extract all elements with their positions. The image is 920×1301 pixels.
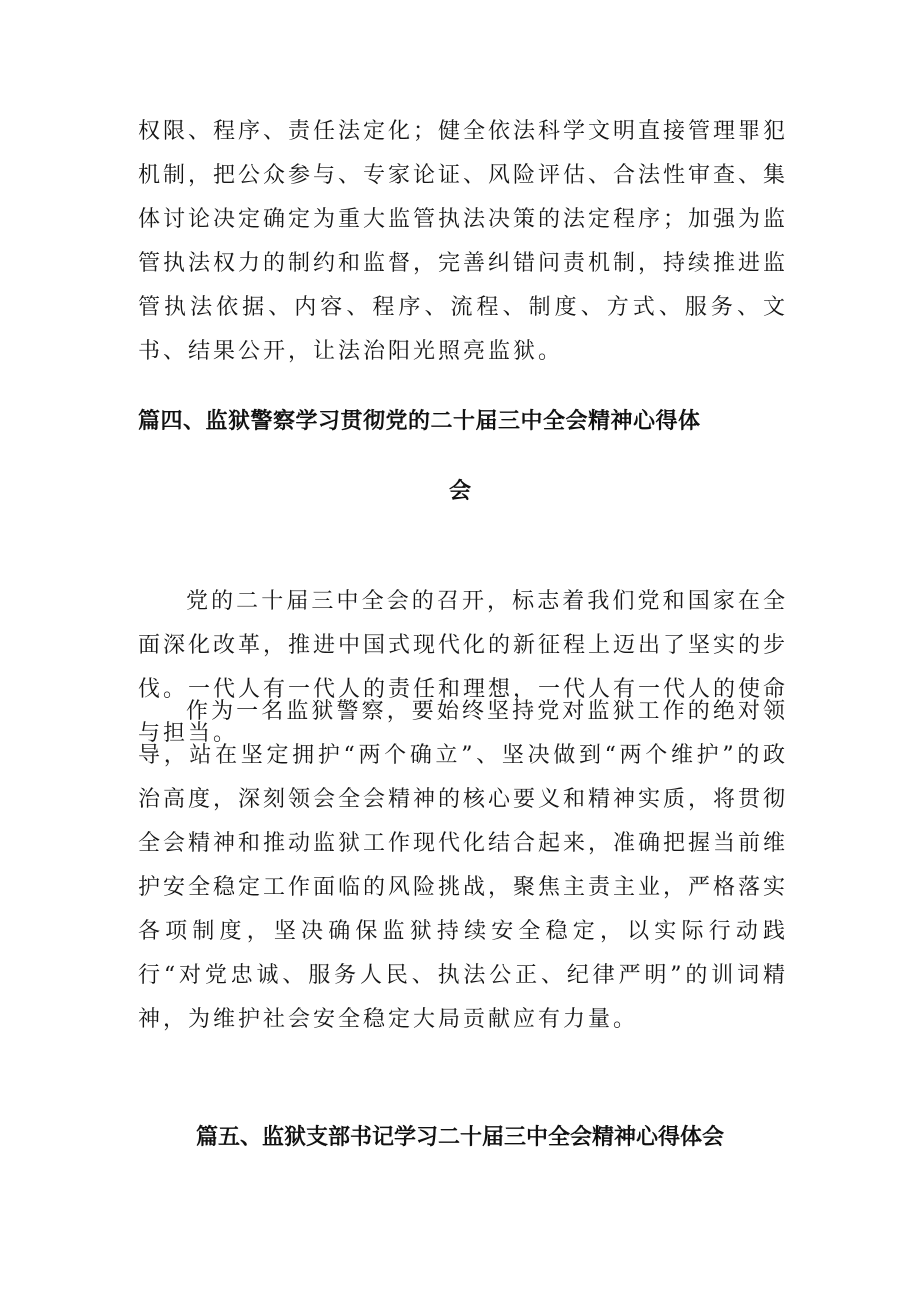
section-four-paragraph-2: 作为一名监狱警察，要始终坚持党对监狱工作的绝对领导，站在坚定拥护“两个确立”、坚决做到“两个维护”的政治高度，深刻领会全会精神的核心要义和精神实质，将贯彻全会精神和推动监狱工作现代化结合起来，准确把握当前维护安全稳定工作面临的风险挑战，聚焦主责主业，严格落实各项制度，坚决确保监狱持续安全稳定，以实际行动践行“对党忠诚、服务人民、执法公正、纪律严明”的训词精神，为维护社会安全稳定大局贡献应有力量。 bbox=[138, 699, 789, 1032]
section-four-title-continued: 会 bbox=[448, 479, 471, 504]
section-four-title: 篇四、监狱警察学习贯彻党的二十届三中全会精神心得体 bbox=[138, 409, 701, 434]
section-five-title: 篇五、监狱支部书记学习二十届三中全会精神心得体会 bbox=[195, 1125, 724, 1150]
section-four-paragraph-1: 党的二十届三中全会的召开，标志着我们党和国家在全面深化改革，推进中国式现代化的新征程上迈出了坚实的步伐。一代人有一代人的责任和理想，一代人有一代人的使命与担当。 bbox=[138, 589, 789, 746]
continued-paragraph: 权限、程序、责任法定化；健全依法科学文明直接管理罪犯机制，把公众参与、专家论证、风险评估、合法性审查、集体讨论决定确定为重大监管执法决策的法定程序；加强为监管执法权力的制约和监督，完善纠错问责机制，持续推进监管执法依据、内容、程序、流程、制度、方式、服务、文书、结果公开，让法治阳光照亮监狱。 bbox=[138, 119, 789, 364]
